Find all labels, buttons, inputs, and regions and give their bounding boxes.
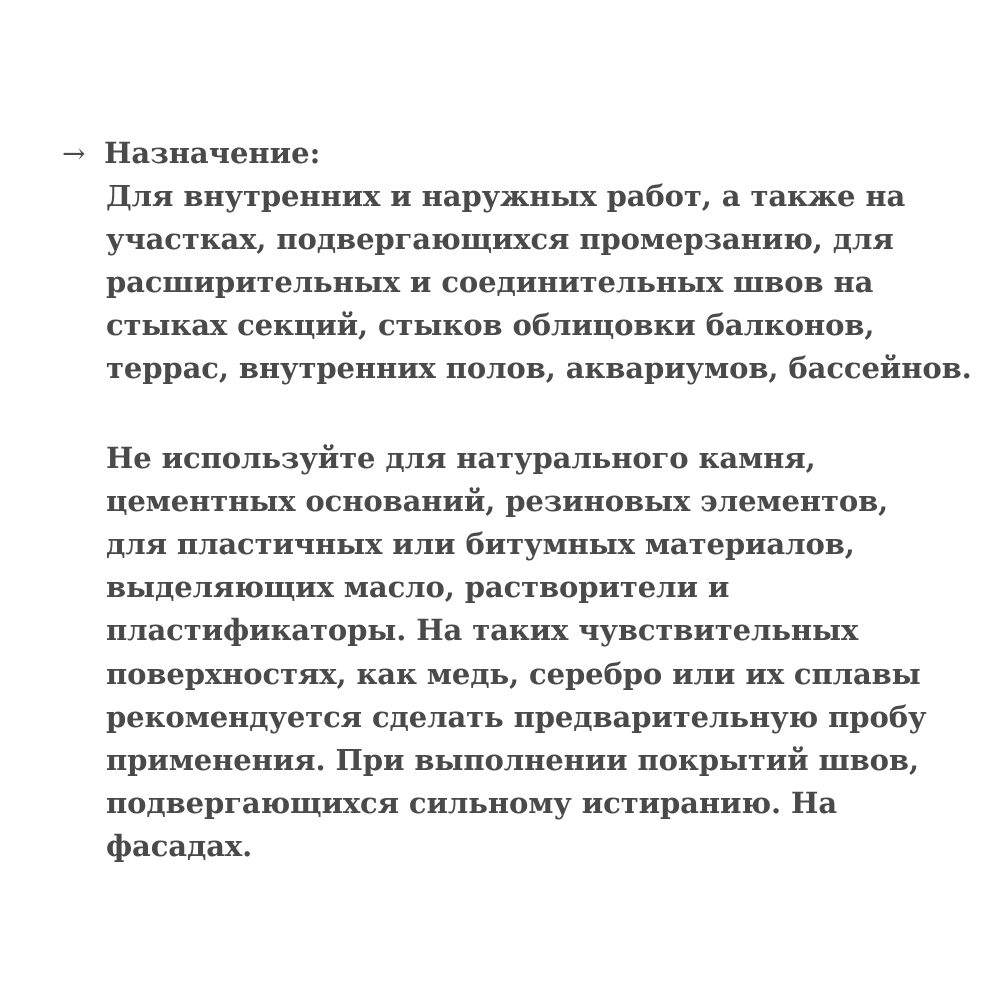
section-title: Назначение: [104,136,321,170]
paragraph1-line: стыках секций, стыков облицовки балконов, [106,308,875,342]
paragraph1-line: террас, внутренних полов, аквариумов, бассейнов. [106,351,972,385]
paragraph2-line: подвергающихся сильному истиранию. На [106,786,838,820]
paragraph2-line: поверхностях, как медь, серебро или их сплавы [106,657,921,691]
paragraph2-line: рекомендуется сделать предварительную пробу [106,700,927,734]
paragraph2-line: выделяющих масло, растворители и [106,570,730,604]
paragraph2-line: цементных оснований, резиновых элементов, [106,484,889,518]
paragraph2-line: пластификаторы. На таких чувствительных [106,613,859,647]
paragraph1-line: расширительных и соединительных швов на [106,265,874,299]
heading-row [62,131,320,175]
paragraph2-line: для пластичных или битумных материалов, [106,527,855,561]
paragraph2-line: Не используйте для натурального камня, [106,441,816,475]
paragraph1-line: Для внутренних и наружных работ, а также на [106,179,906,213]
arrow-right-icon: → [62,136,86,170]
paragraph1-line: участках, подвергающихся промерзанию, для [106,222,894,256]
paragraph2-line: фасадах. [106,829,253,863]
paragraph2-line: применения. При выполнении покрытий швов, [106,743,919,777]
